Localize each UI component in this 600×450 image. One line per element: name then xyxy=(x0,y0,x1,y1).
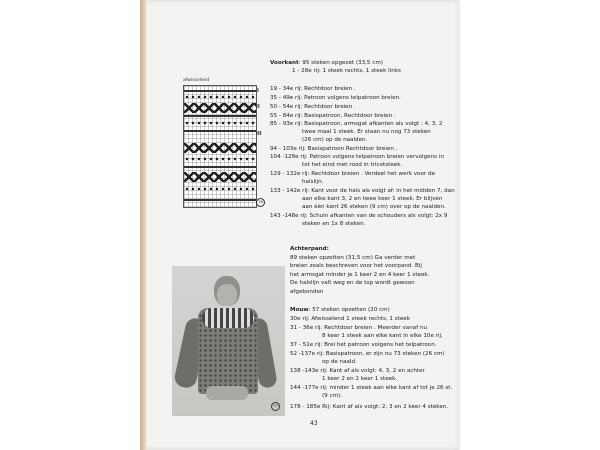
chart-marker: III xyxy=(256,131,262,137)
chart-band xyxy=(184,115,256,117)
chart-band xyxy=(184,172,256,184)
mouw-line: 178 - 185e Rij: Kant af als volgt: 2, 3 en 2 keer 4 steken. xyxy=(290,404,449,410)
voorkant-line: aan elke kant 3, 2 en twee keer 1 steek. Er blijven xyxy=(302,196,443,202)
voorkant-line: 1 - 28e rij: 1 steek rechts, 1 steek links xyxy=(292,68,401,74)
voorkant-line: 94 - 103e rij: Basispatroon Rechtdoor breien . xyxy=(270,146,398,152)
chart-label: afwisselend xyxy=(183,78,210,83)
chart-band xyxy=(184,103,256,113)
achterpand-line: breien zoals beschreven voor het voorpand. Bij xyxy=(290,263,422,269)
knitting-chart xyxy=(183,85,257,208)
page-edge xyxy=(458,0,462,450)
voorkant-heading-line xyxy=(270,60,383,67)
achterpand-heading: Achterpand: xyxy=(290,246,329,252)
achterpand-line: 89 steken opzetten (31,5 cm) Ga verder met xyxy=(290,255,416,261)
voorkant-line: steken en 1x 8 steken. xyxy=(302,221,366,227)
boy-sweater-photo xyxy=(172,266,285,416)
mouw-line: 37 - 51e rij: Brei het patroon volgens het telpatroon. xyxy=(290,342,437,348)
achterpand-line: De halslijn valt weg en de top wordt gewoon xyxy=(290,280,415,286)
mouw-line: 144 -177e rij: minder 1 steek aan elke kant af tot je 26 st. xyxy=(290,385,453,391)
chart-marker: II xyxy=(256,104,260,110)
chart-band xyxy=(184,94,256,102)
chart-band xyxy=(184,166,256,168)
voorkant-line: (26 cm) op de naalden. xyxy=(302,137,368,143)
voorkant-line: 50 - 54e rij: Rechtdoor breien . xyxy=(270,104,356,110)
chart-band xyxy=(184,199,256,201)
mouw-line: op de naald. xyxy=(322,359,357,365)
mouw-line: 31 - 36e rij: Rechtdoor breien . Meerder vanaf nu xyxy=(290,325,428,331)
mouw-line: 30e rij: Afwisselend 1 steek rechts, 1 steek xyxy=(290,316,410,322)
mouw-heading: Mouw xyxy=(290,307,309,313)
voorkant-line: aan één kant 26 steken (9 cm) over op de naalden. xyxy=(302,204,446,210)
chart-band xyxy=(184,120,256,128)
voorkant-line: 104 -128e rij: Patroon volgens telpatroon breien vervolgens in xyxy=(270,154,444,160)
chart-band xyxy=(184,156,256,164)
mouw-line: 8 keer 1 steek aan elke kant in elke 10e rij. xyxy=(322,333,443,339)
chart-band xyxy=(184,130,256,132)
voorkant-line: 129 - 132e rij: Rechtdoor breien . Verdeel het werk voor de xyxy=(270,171,435,177)
photo-hands xyxy=(206,386,248,400)
voorkant-line: 55 - 84e rij: Basispatroon, Rechtdoor breien . xyxy=(270,113,396,119)
mouw-line: : 57 steken opzetten (20 cm) xyxy=(308,307,390,313)
voorkant-line: twee maal 1 steek. Er staan nu nog 73 steken xyxy=(302,129,431,135)
photo-face xyxy=(217,284,237,306)
voorkant-line: halslijn. xyxy=(302,179,324,185)
achterpand-line: het armsgat minder je 1 keer 2 en 4 keer 1 steek. xyxy=(290,272,430,278)
photo-yoke xyxy=(202,308,254,328)
plate-number: 76 xyxy=(256,198,265,207)
chart-band xyxy=(184,143,256,155)
mouw-line: 138 -143e rij: Kant af als volgt: 4, 3, 2 en achter xyxy=(290,368,425,374)
voorkant-line: 85 - 93e rij: Basispatroon, armsgat afkanten als volgt : 4, 3, 2 xyxy=(270,121,443,127)
voorkant-line: 133 - 142e rij: Kant voor de hals als volgt af: in het midden 7, dan xyxy=(270,188,455,194)
voorkant-line: 19 - 34e rij: Rechtdoor breien . xyxy=(270,86,356,92)
voorkant-line: 143 -148e rij: Schuin afkanten van de schouders als volgt: 2x 9 xyxy=(270,213,448,219)
chart-marker: I xyxy=(257,88,259,94)
voorkant-line: 35 - 49e rij: Patroon volgens telpatroon breien. xyxy=(270,95,401,101)
mouw-line: 1 keer 2 en 2 keer 1 steek. xyxy=(322,376,398,382)
mouw-heading-line xyxy=(290,307,390,314)
chart-band xyxy=(184,90,256,92)
chart-band xyxy=(184,186,256,196)
voorkant-heading: Voorkant xyxy=(270,60,299,66)
photo-plate-number: 77 xyxy=(271,402,280,411)
page-number: 43 xyxy=(310,420,318,427)
achterpand-line: afgebonden xyxy=(290,289,324,295)
voorkant-line: tot het eind met rood in tricotsteek. xyxy=(302,162,403,168)
voorkant-line: : 95 steken opgezet (33,5 cm) xyxy=(298,60,383,66)
mouw-line: 52 -137e rij: Basispatroon, er zijn nu 73 steken (26 cm) xyxy=(290,351,445,357)
mouw-line: (9 cm). xyxy=(322,393,343,399)
